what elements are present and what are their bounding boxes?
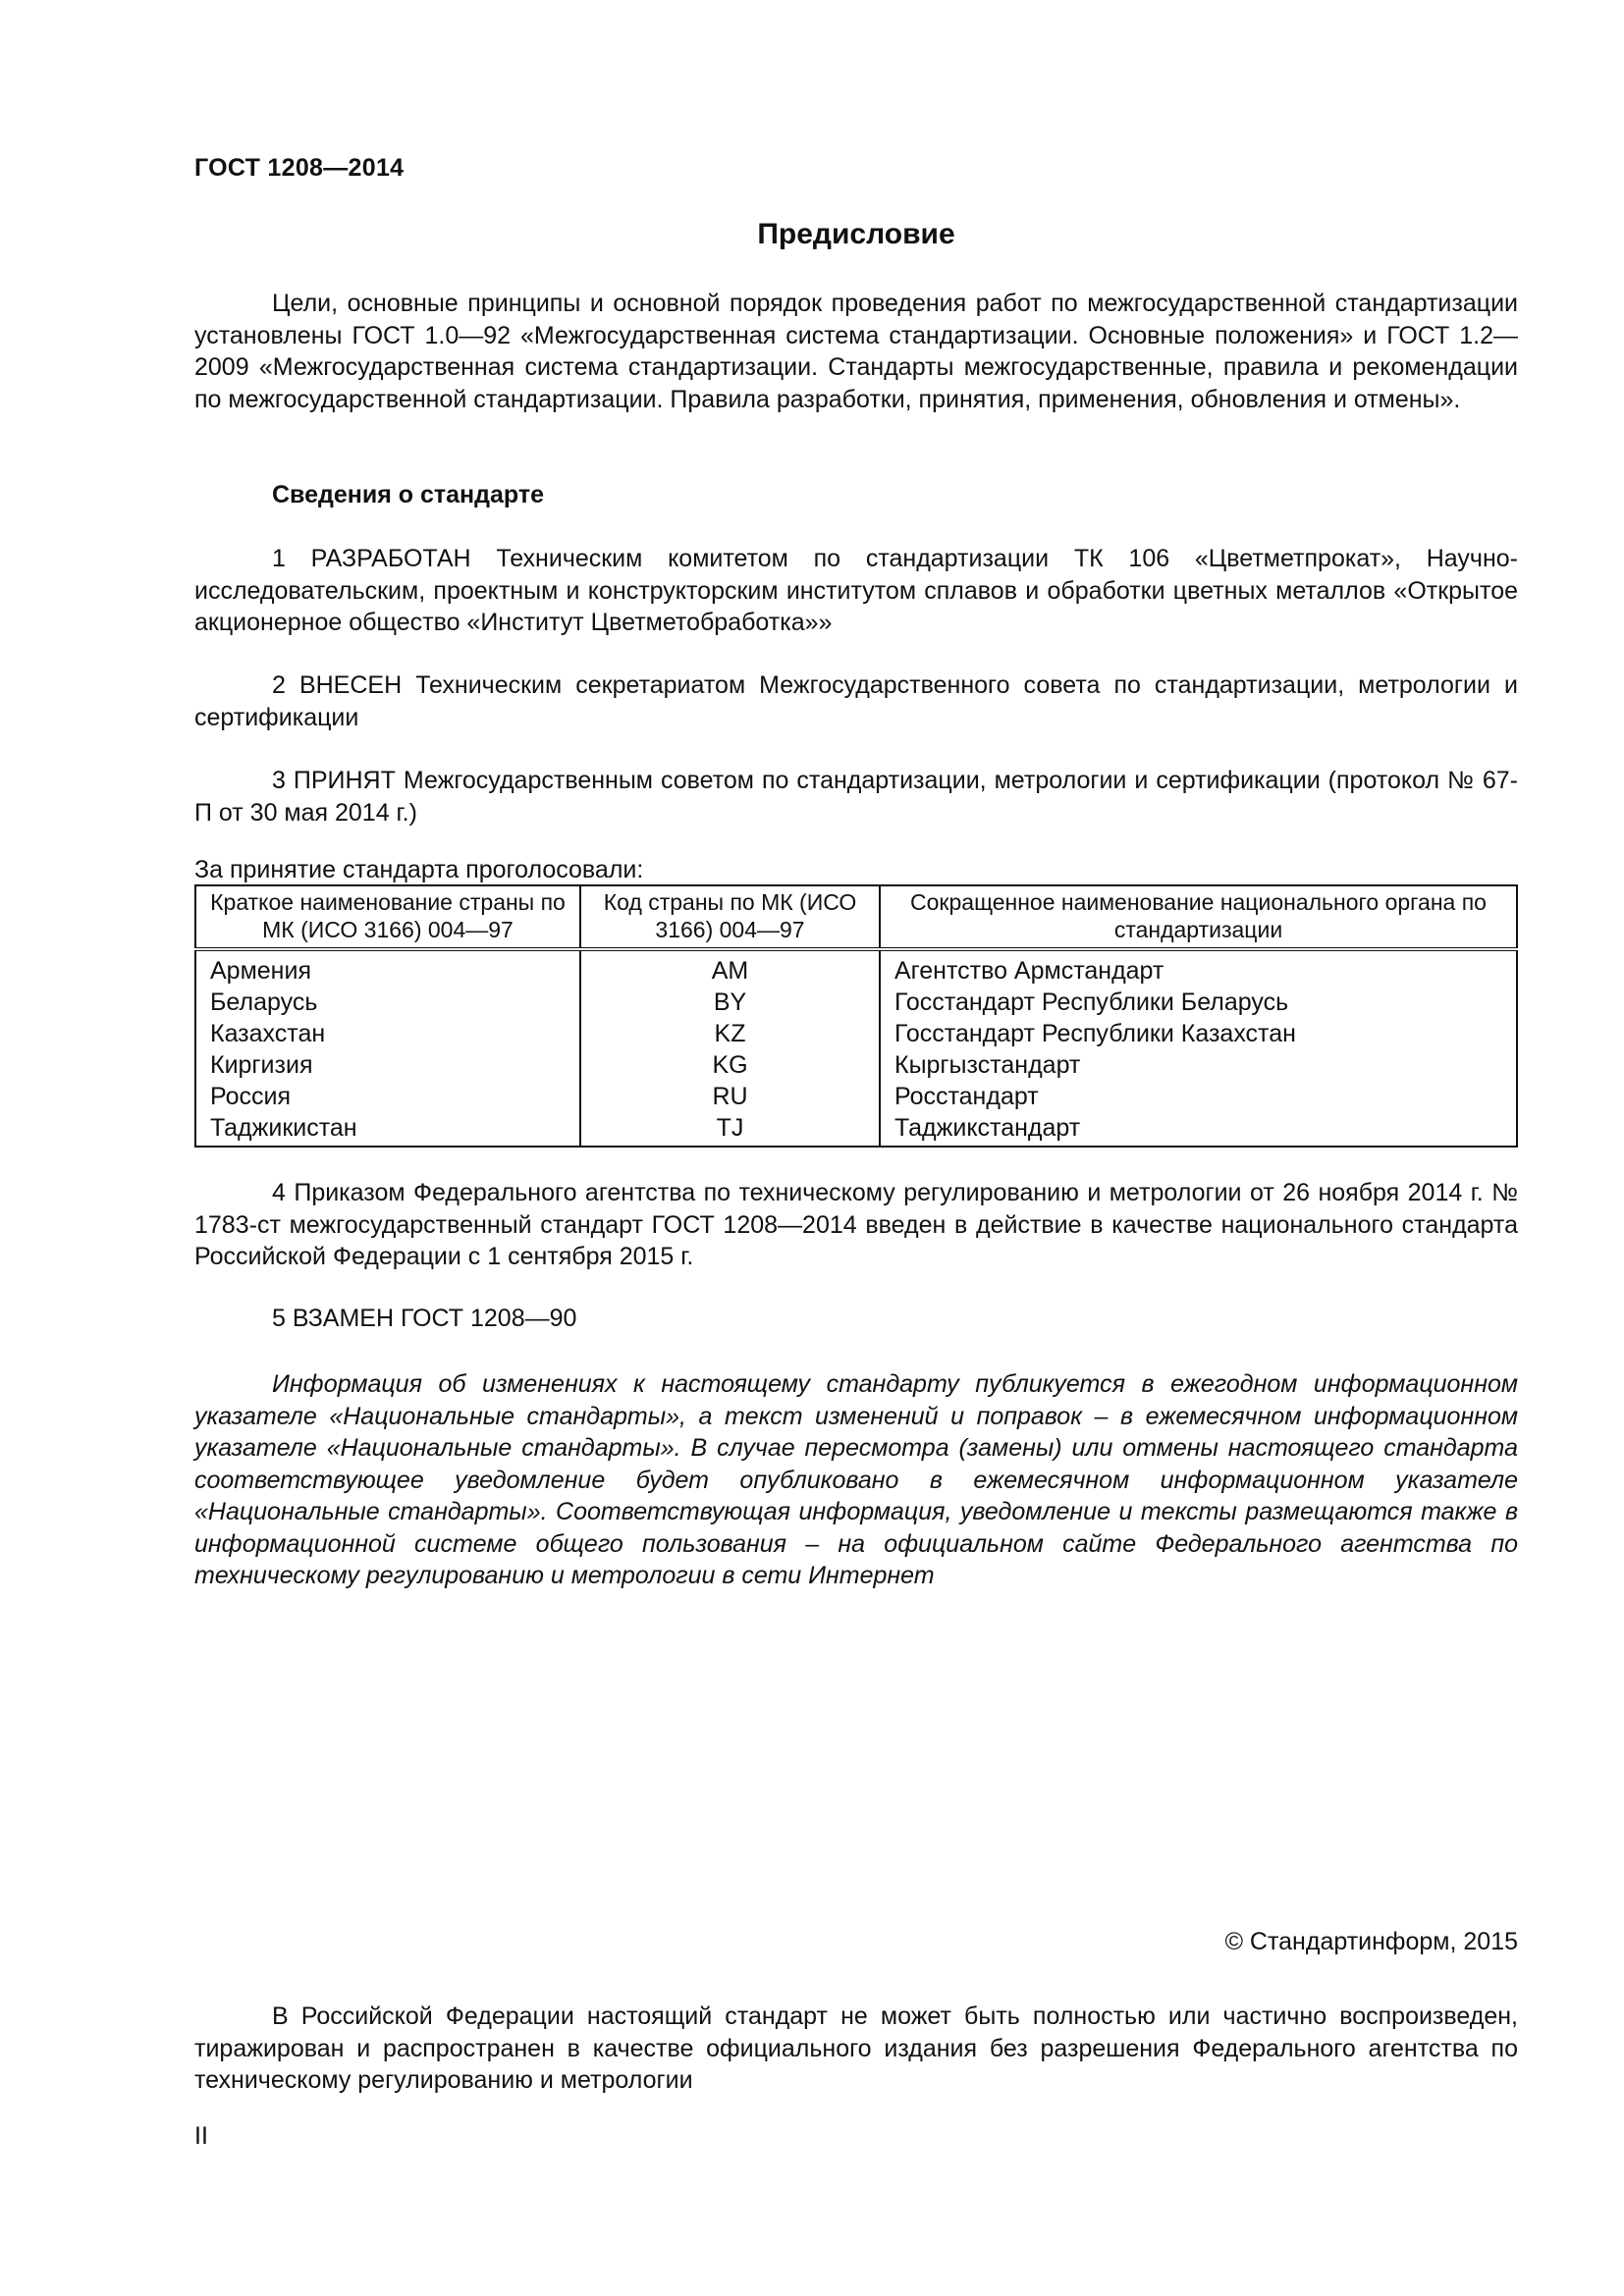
code-cell: KZ bbox=[580, 1018, 880, 1049]
authority-cell: Таджикстандарт bbox=[880, 1112, 1517, 1147]
vote-table bbox=[194, 884, 1518, 1148]
country-cell: Таджикистан bbox=[195, 1112, 580, 1147]
table-row bbox=[195, 949, 1517, 987]
page-title: Предисловие bbox=[757, 218, 955, 250]
item-adopted: 3 ПРИНЯТ Межгосударственным советом по стандартизации, метрологии и сертификации (протокол № 67-П от 30 мая 2014 г.) bbox=[194, 767, 1518, 827]
code-cell: TJ bbox=[580, 1112, 880, 1147]
table-row bbox=[195, 1081, 1517, 1112]
country-cell: Россия bbox=[195, 1081, 580, 1112]
column-header-code: Код страны по МК (ИСО 3166) 004—97 bbox=[580, 885, 880, 949]
authority-cell: Госстандарт Республики Беларусь bbox=[880, 987, 1517, 1018]
copyright-notice: © Стандартинформ, 2015 bbox=[1224, 1928, 1518, 1955]
table-header-row bbox=[195, 885, 1517, 949]
table-row bbox=[195, 987, 1517, 1018]
country-cell: Казахстан bbox=[195, 1018, 580, 1049]
column-header-authority: Сокращенное наименование национального органа по стандартизации bbox=[880, 885, 1517, 949]
table-row bbox=[195, 1049, 1517, 1081]
column-header-country: Краткое наименование страны по МК (ИСО 3166) 004—97 bbox=[195, 885, 580, 949]
country-cell: Киргизия bbox=[195, 1049, 580, 1081]
code-cell: AM bbox=[580, 949, 880, 987]
authority-cell: Агентство Армстандарт bbox=[880, 949, 1517, 987]
document-page bbox=[194, 0, 1518, 2296]
code-cell: RU bbox=[580, 1081, 880, 1112]
authority-cell: Кыргызстандарт bbox=[880, 1049, 1517, 1081]
country-cell: Беларусь bbox=[195, 987, 580, 1018]
country-cell: Армения bbox=[195, 949, 580, 987]
code-cell: KG bbox=[580, 1049, 880, 1081]
vote-table-caption: За принятие стандарта проголосовали: bbox=[194, 856, 644, 883]
authority-cell: Госстандарт Республики Казахстан bbox=[880, 1018, 1517, 1049]
document-code: ГОСТ 1208—2014 bbox=[194, 154, 405, 182]
item-enacted: 4 Приказом Федерального агентства по техническому регулированию и метрологии от 26 ноября 2014 г. № 1783-ст межгосударственный стандарт ГОСТ 1208—2014 введен в действие в качестве национального стандарта Российской Федерации с 1 сентября 2015 г. bbox=[194, 1179, 1518, 1270]
page-number: II bbox=[194, 2122, 208, 2150]
authority-cell: Росстандарт bbox=[880, 1081, 1517, 1112]
code-cell: BY bbox=[580, 987, 880, 1018]
table-row bbox=[195, 1112, 1517, 1147]
table-row bbox=[195, 1018, 1517, 1049]
item-replaces: 5 ВЗАМЕН ГОСТ 1208—90 bbox=[272, 1305, 577, 1332]
intro-paragraph: Цели, основные принципы и основной порядок проведения работ по межгосударственной стандартизации установлены ГОСТ 1.0—92 «Межгосударственная система стандартизации. Основные положения» и ГОСТ 1.2—2009 «Межгосударственная система стандартизации. Стандарты межгосударственные, правила и рекомендации по межгосударственной стандартизации. Правила разработки, принятия, применения, обновления и отмены». bbox=[194, 290, 1518, 413]
item-submitted: 2 ВНЕСЕН Техническим секретариатом Межгосударственного совета по стандартизации, метрологии и сертификации bbox=[194, 671, 1518, 731]
changes-info-note: Информация об изменениях к настоящему стандарту публикуется в ежегодном информационном указателе «Национальные стандарты», а текст изменений и поправок – в ежемесячном информационном указателе «Национальные стандарты». В случае пересмотра (замены) или отмены настоящего стандарта соответствующее уведомление будет опубликовано в ежемесячном информационном указателе «Национальные стандарты». Соответствующая информация, уведомление и тексты размещаются также в информационной системе общего пользования – на официальном сайте Федерального агентства по техническому регулированию и метрологии в сети Интернет bbox=[194, 1370, 1518, 1589]
reproduction-notice: В Российской Федерации настоящий стандарт не может быть полностью или частично воспроизведен, тиражирован и распространен в качестве официального издания без разрешения Федерального агентства по техническому регулированию и метрологии bbox=[194, 2002, 1518, 2094]
item-developed: 1 РАЗРАБОТАН Техническим комитетом по стандартизации ТК 106 «Цветметпрокат», Научно-исследовательским, проектным и конструкторским институтом сплавов и обработки цветных металлов «Открытое акционерное общество «Институт Цветметобработка»» bbox=[194, 545, 1518, 636]
section-heading: Сведения о стандарте bbox=[272, 481, 545, 508]
